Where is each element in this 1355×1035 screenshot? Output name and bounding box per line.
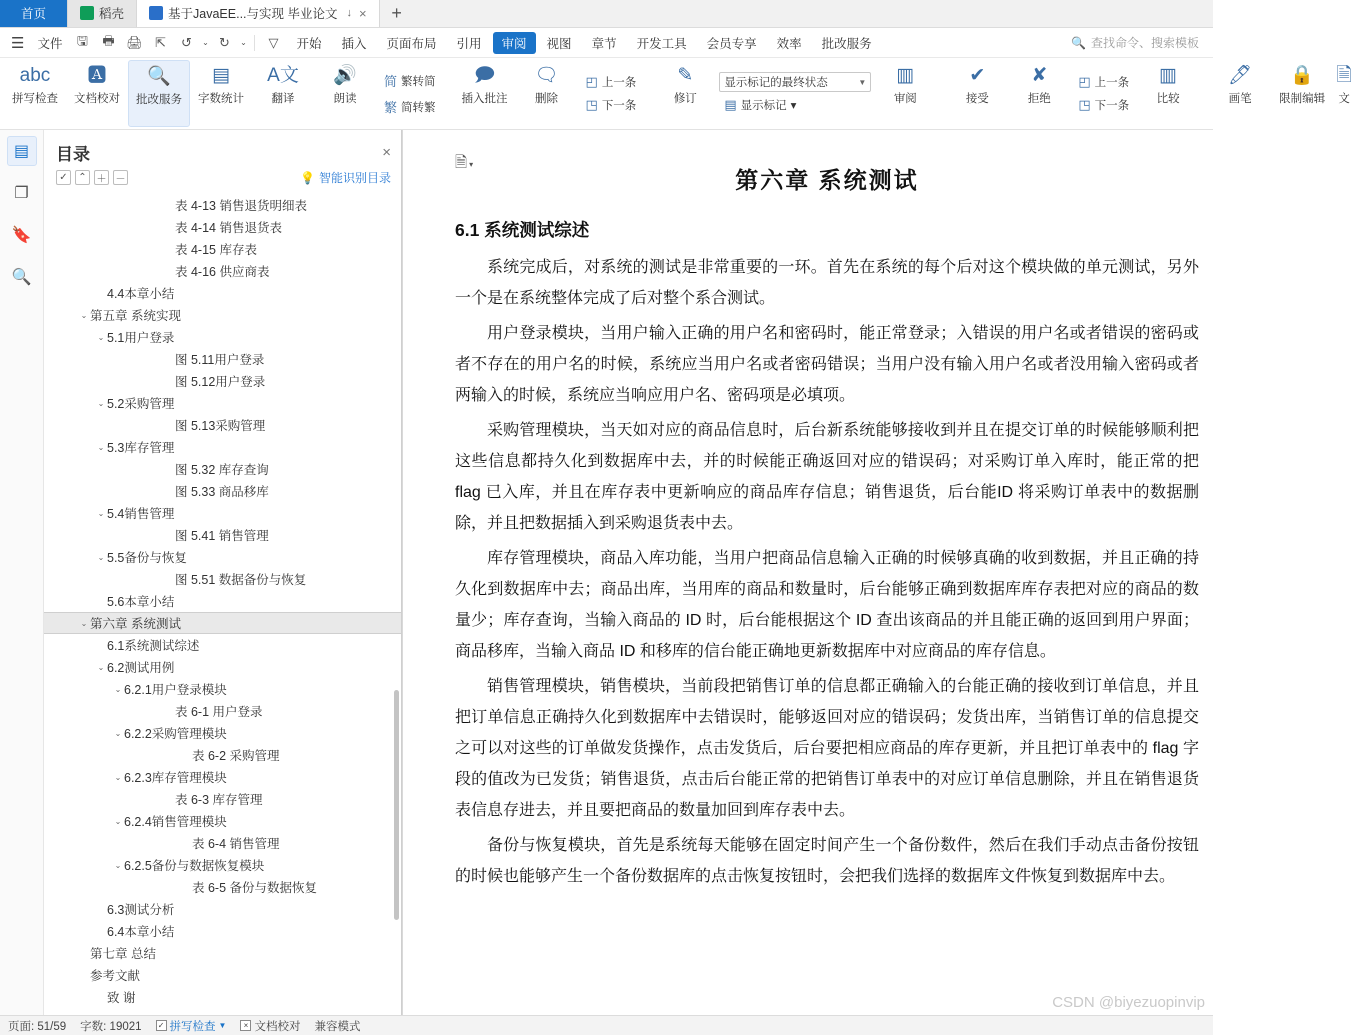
toc-item-label: 5.3库存管理: [107, 441, 175, 455]
prev-icon: ◰: [1078, 74, 1091, 89]
toc-item[interactable]: [44, 898, 401, 920]
toc-icon[interactable]: ▤: [7, 136, 37, 166]
trad-to-simp-icon: 简: [384, 74, 398, 89]
ribbon-group-protect: [1209, 60, 1355, 127]
chevron-down-icon[interactable]: ⌄: [114, 684, 122, 694]
toc-item-label: 5.1用户登录: [107, 331, 175, 345]
toc-level-button[interactable]: ⌃: [75, 170, 90, 185]
bookmark-icon[interactable]: 🔖: [11, 227, 32, 244]
menu-file[interactable]: 文件: [37, 36, 63, 51]
trad-to-simp-label: 繁转简: [401, 75, 436, 88]
ribbon-tab-start[interactable]: 开始: [296, 36, 322, 51]
speaker-icon: 🔊: [333, 65, 357, 86]
paragraph: 备份与恢复模块，首先是系统每天能够在固定时间产生一个备份数件，然后在我们手动点击备份按钮的时候也能够产生一个备份数据库的点击恢复按钮时，会把我们选择的数据库文件恢复到数据库中去。: [455, 837, 1199, 885]
doc-permission-icon: 🗎: [1336, 65, 1352, 86]
track-changes-button[interactable]: [654, 60, 716, 127]
show-markup-icon: ▤: [724, 97, 737, 112]
accept-label: 接受: [965, 93, 989, 105]
toc-item[interactable]: [44, 414, 401, 436]
toc-header: [44, 130, 401, 167]
toc-item[interactable]: [44, 436, 401, 458]
toc-item-label: 6.2.5备份与数据恢复模块: [124, 859, 265, 873]
download-icon[interactable]: ↓: [346, 7, 352, 19]
toc-item[interactable]: [44, 700, 401, 722]
toc-item[interactable]: [44, 920, 401, 942]
undo-caret-icon[interactable]: ⌄: [202, 38, 209, 47]
correction-service-label: 批改服务: [136, 94, 182, 106]
review-pane-button[interactable]: [874, 60, 936, 127]
markup-state-select[interactable]: [719, 72, 871, 92]
review-pane-label: 审阅: [893, 93, 917, 105]
reject-label: 拒绝: [1027, 93, 1051, 105]
read-aloud-button[interactable]: [314, 60, 376, 127]
word-doc-icon: [149, 6, 163, 20]
markup-controls: [716, 60, 874, 127]
pen-button[interactable]: [1209, 60, 1271, 127]
toc-item-label: 图 5.41 销售管理: [175, 529, 269, 543]
toc-item-label: 表 4-14 销售退货表: [175, 221, 282, 235]
toc-item-label: 5.4销售管理: [107, 507, 175, 521]
markup-state-value: 显示标记的最终状态: [724, 77, 828, 89]
ribbon-tab-member[interactable]: 会员专享: [706, 36, 757, 51]
lock-icon: 🔒: [1290, 65, 1314, 86]
toc-item[interactable]: [44, 634, 401, 656]
delete-comment-button[interactable]: [516, 60, 578, 127]
toc-item-label: 6.1系统测试综述: [107, 639, 200, 653]
paragraph: 用户登录模块，当用户输入正确的用户名和密码时，能正常登录；入错误的用户名或者错误的密码或者不存在的用户名的时候，系统应当用户名或者密码错误；当用户没有输入用户名或者没用输入密码或者两输入的时候，系统应当响应用户名、密码项是必填项。: [455, 325, 1199, 404]
toc-item-label: 6.2.3库存管理模块: [124, 771, 227, 785]
print-preview-icon[interactable]: 🖶: [102, 32, 115, 48]
chevron-down-icon[interactable]: ⌄: [97, 508, 105, 518]
proofread-status-label: 文档校对: [254, 1020, 301, 1033]
toc-item-label: 图 5.13采购管理: [175, 419, 266, 433]
toc-list[interactable]: [44, 192, 401, 1019]
chevron-down-icon[interactable]: ⌄: [97, 662, 105, 672]
print-icon[interactable]: 🖨: [126, 34, 143, 50]
toc-item-label: 6.2测试用例: [107, 661, 175, 675]
ribbon-toolbar: [0, 58, 1352, 130]
toc-item[interactable]: [44, 568, 401, 590]
compare-icon: ▥: [1159, 65, 1178, 86]
ribbon-group-changes: [946, 60, 1199, 127]
toc-item[interactable]: [44, 942, 401, 964]
toc-item-label: 5.5备份与恢复: [107, 551, 187, 565]
prev-comment-button[interactable]: [581, 72, 642, 92]
toc-item-label: 表 4-16 供应商表: [175, 265, 270, 279]
toc-item[interactable]: [44, 722, 401, 744]
chevron-down-icon[interactable]: ⌄: [114, 728, 122, 738]
toc-item[interactable]: [44, 348, 401, 370]
delete-comment-label: 删除: [535, 93, 559, 105]
toc-item-label: 第五章 系统实现: [90, 309, 181, 323]
search-icon: 🔍: [1071, 35, 1086, 50]
simp-to-trad-button[interactable]: [379, 95, 441, 118]
magnifier-icon: 🔍: [147, 66, 171, 87]
next-comment-button[interactable]: [581, 95, 642, 115]
toc-scrollbar[interactable]: [394, 690, 399, 920]
review-pane-icon: ▥: [896, 65, 915, 86]
toc-item[interactable]: [44, 546, 401, 568]
toc-item[interactable]: [44, 744, 401, 766]
next-icon: ◳: [585, 97, 598, 112]
ribbon-tab-efficiency[interactable]: 效率: [776, 36, 802, 51]
toc-item-label: 6.2.4销售管理模块: [124, 815, 227, 829]
toc-item-label: 4.4本章小结: [107, 287, 175, 301]
trad-to-simp-button[interactable]: [379, 69, 441, 92]
chevron-down-icon[interactable]: ⌄: [114, 772, 122, 782]
word-count-label: 字数统计: [198, 93, 244, 105]
checkbox-icon: ✓: [156, 1020, 167, 1031]
chevron-down-icon[interactable]: ⌄: [97, 442, 105, 452]
toc-item[interactable]: [44, 304, 401, 326]
checkbox-icon: ×: [240, 1020, 251, 1031]
ribbon-tab-correction[interactable]: 批改服务: [821, 36, 872, 51]
ribbon-tab-developer[interactable]: 开发工具: [636, 36, 687, 51]
paragraph: 销售管理模块，销售模块，当前段把销售订单的信息都正确输入的台能正确的接收到订单信息，并且把订单信息正确持久化到数据库中去错误时，能够返回对应的错误码；发货出库，当销售订单的信息提交之可以对这些的订单做发货操作，点击发货后，后台要把相应商品的库存更新，并且把订单表中的 flag 字段的值改为已发货；销售退货，点击后台能正常的把销售订单表中的对应订单信息删除，并且在销售退货表信息存进去，并且要把商品的数量加回到库存表中去。: [455, 678, 1199, 819]
spellcheck-icon: abc: [19, 65, 51, 86]
undo-icon[interactable]: ↺: [181, 34, 192, 50]
doc-permission-button[interactable]: [1333, 60, 1355, 127]
spellcheck-status[interactable]: [156, 1018, 227, 1034]
toc-item[interactable]: [44, 194, 401, 216]
prev-change-button[interactable]: [1073, 72, 1134, 92]
hamburger-icon[interactable]: ☰: [11, 34, 25, 52]
chevron-down-icon[interactable]: ⌄: [97, 398, 105, 408]
divider: [254, 35, 255, 51]
compare-button[interactable]: [1137, 60, 1199, 127]
toc-item[interactable]: [44, 964, 401, 986]
search-icon[interactable]: 🔍: [11, 269, 32, 286]
toc-item-label: 6.2.2采购管理模块: [124, 727, 227, 741]
pen-icon: 🖊: [1228, 65, 1253, 86]
toc-item[interactable]: [44, 810, 401, 832]
compare-label: 比较: [1156, 93, 1180, 105]
translate-button[interactable]: [252, 60, 314, 127]
paragraph: 系统完成后，对系统的测试是非常重要的一环。首先在系统的每个后对这个模块做的单元测试，另外一个是在系统整体完成了后对整个系合测试。: [455, 259, 1199, 307]
toc-item-label: 图 5.33 商品移库: [175, 485, 269, 499]
close-icon[interactable]: ×: [382, 144, 391, 161]
prev-icon: ◰: [585, 74, 598, 89]
word-count-indicator: 字数: 19021: [80, 1020, 142, 1033]
simp-to-trad-label: 简转繁: [401, 101, 436, 114]
thumbnails-icon[interactable]: ❐: [14, 185, 29, 202]
pen-label: 画笔: [1228, 93, 1252, 105]
toc-item[interactable]: [44, 876, 401, 898]
status-bar: [0, 1015, 1213, 1035]
toc-item-label: 致 谢: [107, 991, 136, 1005]
toc-item-label: 5.6本章小结: [107, 595, 175, 609]
workspace: [0, 130, 1213, 1019]
smart-toc-button[interactable]: [300, 169, 391, 186]
chevron-down-icon[interactable]: ⌄: [114, 816, 122, 826]
comment-nav-group: [578, 60, 645, 127]
toc-item-label: 6.2.1用户登录模块: [124, 683, 227, 697]
chevron-down-icon: ▾: [790, 100, 797, 112]
next-change-button[interactable]: [1073, 95, 1134, 115]
paragraph: 库存管理模块，商品入库功能，当用户把商品信息输入正确的时候够真确的收到数据，并且正确的持久化到数据库中去；商品出库，当用库的商品和数量时，后台能够正确到数据库库存表把对应的商品的数量少；库存查询，当输入商品的 ID 时，后台能根据这个 ID 查出该商品的并且能正确的返回到用户界面；商品移库，当输入商品 ID 和移库的信台能正确地更新数据库中对应商品的库存信息。: [455, 550, 1199, 660]
document-pane[interactable]: [402, 130, 1213, 1019]
toc-item[interactable]: [44, 678, 401, 700]
tab-docer-label: 稻壳: [99, 7, 125, 21]
show-markup-button[interactable]: [719, 95, 871, 115]
tab-home-label: 首页: [20, 7, 46, 21]
translate-label: 翻译: [271, 93, 295, 105]
toc-item[interactable]: [44, 370, 401, 392]
next-change-label: 下一条: [1094, 100, 1130, 112]
toc-item[interactable]: [44, 590, 401, 612]
page-indicator: 页面: 51/59: [8, 1020, 67, 1033]
ribbon-tab-view[interactable]: 视图: [546, 36, 572, 51]
toc-item-label: 表 6-3 库存管理: [175, 793, 263, 807]
chevron-down-icon[interactable]: ⌄: [114, 860, 122, 870]
comment-icon: 🗩: [473, 65, 496, 86]
save-icon[interactable]: 🖫: [76, 32, 88, 48]
toc-item[interactable]: [44, 788, 401, 810]
show-markup-label: 显示标记: [740, 100, 787, 112]
toc-item[interactable]: [44, 458, 401, 480]
tab-document[interactable]: [137, 0, 380, 27]
read-aloud-label: 朗读: [333, 93, 357, 105]
ribbon-tab-references[interactable]: 引用: [456, 36, 482, 51]
toc-item[interactable]: [44, 832, 401, 854]
spellcheck-button[interactable]: [4, 60, 66, 127]
toc-item-label: 表 4-13 销售退货明细表: [175, 199, 307, 213]
track-changes-icon: ✎: [677, 65, 694, 86]
toc-item-label: 5.2采购管理: [107, 397, 175, 411]
toc-item-label: 参考文献: [90, 969, 141, 983]
section-title: 6.1 系统测试综述: [455, 220, 590, 240]
toc-item-label: 表 6-1 用户登录: [175, 705, 263, 719]
command-search[interactable]: [1071, 34, 1207, 51]
paragraph: 采购管理模块，当天如对应的商品信息时，后台新系统能够接收到并且在提交订单的时候能够顺利把这些信息都持久化到数据库中去，并的时候能正确返回对应的错误码；对采购订单入库时，能正常的把 flag 已入库，并且在库存表中更新响应的商品库存信息；销售退货，后台能ID 将采购订单表中的数据删除，并且把数据插入到采购退货表中去。: [455, 422, 1199, 532]
ribbon-tab-section[interactable]: 章节: [591, 36, 617, 51]
docer-icon: [80, 6, 94, 20]
reject-icon: ✘: [1031, 65, 1048, 86]
toc-toolbar: [44, 167, 401, 192]
ribbon-group-comments: [454, 60, 645, 127]
prev-change-label: 上一条: [1094, 77, 1130, 89]
toc-item-label: 表 4-15 库存表: [175, 243, 257, 257]
toc-check-button[interactable]: ✓: [56, 170, 71, 185]
ribbon-group-proofing: [4, 60, 444, 127]
accept-icon: ✔: [969, 65, 986, 86]
tab-home[interactable]: [0, 0, 68, 27]
reject-button[interactable]: [1008, 60, 1070, 127]
toc-item[interactable]: [44, 612, 401, 634]
toc-item-label: 6.3测试分析: [107, 903, 175, 917]
toc-item[interactable]: [44, 392, 401, 414]
toc-item[interactable]: [44, 656, 401, 678]
lightbulb-icon: 💡: [300, 170, 315, 185]
chevron-down-icon: ▼: [218, 1021, 227, 1030]
toc-item[interactable]: [44, 502, 401, 524]
toc-expand-button[interactable]: ＋: [94, 170, 109, 185]
ribbon-tab-review[interactable]: 审阅: [493, 32, 536, 54]
restrict-edit-button[interactable]: [1271, 60, 1333, 127]
toc-item-label: 第七章 总结: [90, 947, 156, 961]
toc-item[interactable]: [44, 326, 401, 348]
page-setup-icon[interactable]: 🗎 ▾: [455, 154, 474, 171]
chapter-title: 第六章 系统测试: [735, 167, 919, 193]
toc-item-label: 图 5.12用户登录: [175, 375, 266, 389]
chevron-down-icon[interactable]: ⌄: [97, 552, 105, 562]
next-comment-label: 下一条: [601, 100, 637, 112]
toc-item[interactable]: [44, 986, 401, 1008]
toc-collapse-button[interactable]: －: [113, 170, 128, 185]
toc-item-label: 第六章 系统测试: [90, 617, 181, 631]
toc-item[interactable]: [44, 766, 401, 788]
toc-item-label: 6.4本章小结: [107, 925, 175, 939]
correction-service-button[interactable]: [128, 60, 190, 127]
document-content: [403, 130, 1213, 892]
toc-item-label: 图 5.51 数据备份与恢复: [175, 573, 307, 587]
smart-toc-label: 智能识别目录: [318, 171, 391, 185]
left-rail: [0, 130, 44, 1019]
doc-proofread-button[interactable]: [66, 60, 128, 127]
ribbon-tab-page-layout[interactable]: 页面布局: [386, 36, 437, 51]
toc-item[interactable]: [44, 238, 401, 260]
close-icon[interactable]: ×: [359, 5, 367, 21]
word-count-button[interactable]: [190, 60, 252, 127]
toc-item[interactable]: [44, 282, 401, 304]
track-changes-label: 修订: [673, 93, 697, 105]
chevron-down-icon: ▼: [858, 77, 867, 87]
prev-comment-label: 上一条: [601, 77, 637, 89]
toc-title: 目录: [56, 145, 90, 164]
tab-docer[interactable]: [68, 0, 137, 27]
toc-item-label: 表 6-4 销售管理: [192, 837, 280, 851]
compat-mode-status: 兼容模式: [314, 1020, 361, 1033]
toc-item-label: 表 6-2 采购管理: [192, 749, 280, 763]
insert-comment-label: 插入批注: [461, 93, 508, 105]
redo-caret-icon[interactable]: ⌄: [240, 38, 247, 47]
ribbon-tab-insert[interactable]: 插入: [341, 36, 367, 51]
spellcheck-status-label: 拼写检查: [169, 1020, 216, 1033]
conversion-group: [376, 60, 444, 127]
share-icon[interactable]: ⇱: [155, 34, 166, 50]
spellcheck-label: 拼写检查: [12, 93, 58, 105]
toc-item-label: 图 5.11用户登录: [175, 353, 265, 367]
chevron-down-icon[interactable]: ⌄: [97, 332, 105, 342]
toc-item[interactable]: [44, 480, 401, 502]
more-icon[interactable]: ▽: [268, 34, 279, 50]
tab-document-label: 基于JavaEE...与实现 毕业论文: [168, 7, 338, 21]
chevron-down-icon[interactable]: ⌄: [80, 310, 88, 320]
menu-bar: [0, 28, 1213, 58]
toc-item-label: 图 5.32 库存查询: [175, 463, 269, 477]
insert-comment-button[interactable]: [454, 60, 516, 127]
toc-item[interactable]: [44, 260, 401, 282]
redo-icon[interactable]: ↻: [219, 34, 230, 50]
restrict-edit-label: 限制编辑: [1279, 93, 1326, 105]
translate-icon: A文: [267, 65, 299, 86]
delete-comment-icon: 🗨: [534, 65, 559, 86]
proofread-status[interactable]: [240, 1018, 300, 1034]
toc-item-label: 表 6-5 备份与数据恢复: [192, 881, 318, 895]
simp-to-trad-icon: 繁: [384, 100, 398, 115]
toc-pane: [44, 130, 402, 1019]
toc-item[interactable]: [44, 524, 401, 546]
proofread-icon: 🅰: [87, 65, 107, 86]
next-icon: ◳: [1078, 97, 1091, 112]
toc-item[interactable]: [44, 854, 401, 876]
browser-tab-bar: [0, 0, 1213, 28]
chevron-down-icon[interactable]: ⌄: [80, 618, 88, 628]
toc-item[interactable]: [44, 216, 401, 238]
doc-proofread-label: 文档校对: [74, 93, 120, 105]
watermark: CSDN @biyezuopinvip: [1052, 994, 1205, 1011]
word-count-icon: ▤: [212, 65, 230, 86]
ribbon-group-tracking: [654, 60, 936, 127]
doc-permission-label: 文: [1338, 93, 1350, 105]
change-nav-group: [1070, 60, 1137, 127]
accept-button[interactable]: [946, 60, 1008, 127]
new-tab-button[interactable]: +: [391, 2, 402, 23]
command-search-placeholder: 查找命令、搜索模板: [1090, 36, 1199, 50]
